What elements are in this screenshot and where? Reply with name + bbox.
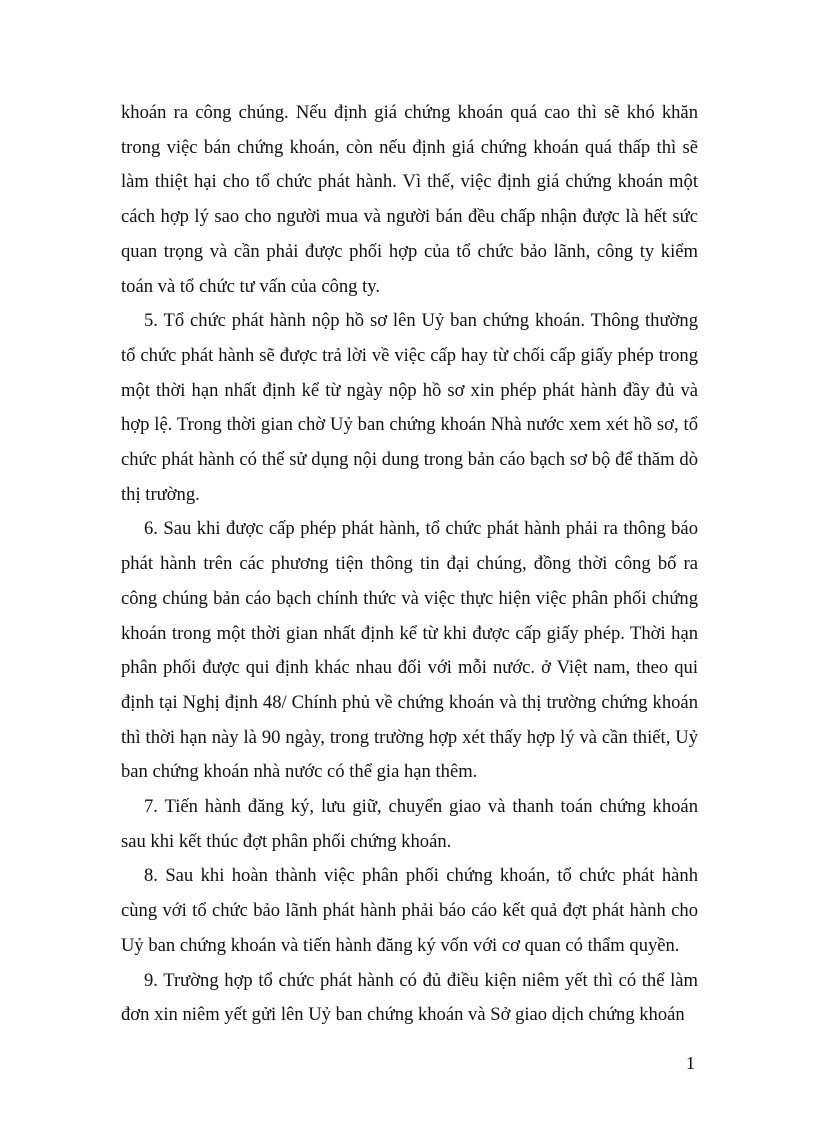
paragraph-step-6: 6. Sau khi được cấp phép phát hành, tổ chức phát hành phải ra thông báo phát hành trên các phương tiện thông tin đại chúng, đồng thời công bố ra công chúng bản cáo bạch chính thức và việc thực hiện việc phân phối chứng khoán trong một thời gian nhất định kể từ khi được cấp giấy phép. Thời hạn phân phối được qui định khác nhau đối với mỗi nước. ở Việt nam, theo qui định tại Nghị định 48/ Chính phủ về chứng khoán và thị trường chứng khoán thì thời hạn này là 90 ngày, trong trường hợp xét thấy hợp lý và cần thiết, Uỷ ban chứng khoán nhà nước có thể gia hạn thêm. [121, 518, 698, 783]
paragraph-step-8: 8. Sau khi hoàn thành việc phân phối chứng khoán, tổ chức phát hành cùng với tổ chức bảo lãnh phát hành phải báo cáo kết quả đợt phát hành cho Uỷ ban chứng khoán và tiến hành đăng ký vốn với cơ quan có thẩm quyền. [121, 865, 698, 956]
paragraph-step-7: 7. Tiến hành đăng ký, lưu giữ, chuyển giao và thanh toán chứng khoán sau khi kết thúc đợt phân phối chứng khoán. [121, 796, 698, 852]
paragraph-continuation: khoán ra công chúng. Nếu định giá chứng khoán quá cao thì sẽ khó khăn trong việc bán chứng khoán, còn nếu định giá chứng khoán quá thấp thì sẽ làm thiệt hại cho tổ chức phát hành. Vì thế, việc định giá chứng khoán một cách hợp lý sao cho người mua và người bán đều chấp nhận được là hết sức quan trọng và cần phải được phối hợp của tổ chức bảo lãnh, công ty kiểm toán và tổ chức tư vấn của công ty. [121, 102, 698, 297]
page-number: 1 [686, 1053, 695, 1073]
paragraph-step-5: 5. Tổ chức phát hành nộp hồ sơ lên Uỷ ban chứng khoán. Thông thường tổ chức phát hành sẽ được trả lời về việc cấp hay từ chối cấp giấy phép trong một thời hạn nhất định kể từ ngày nộp hồ sơ xin phép phát hành đầy đủ và hợp lệ. Trong thời gian chờ Uỷ ban chứng khoán Nhà nước xem xét hồ sơ, tổ chức phát hành có thể sử dụng nội dung trong bản cáo bạch sơ bộ để thăm dò thị trường. [121, 310, 698, 505]
paragraph-step-9: 9. Trường hợp tổ chức phát hành có đủ điều kiện niêm yết thì có thể làm đơn xin niêm yết gửi lên Uỷ ban chứng khoán và Sở giao dịch chứng khoán [121, 969, 698, 1026]
body-text [121, 96, 698, 1033]
